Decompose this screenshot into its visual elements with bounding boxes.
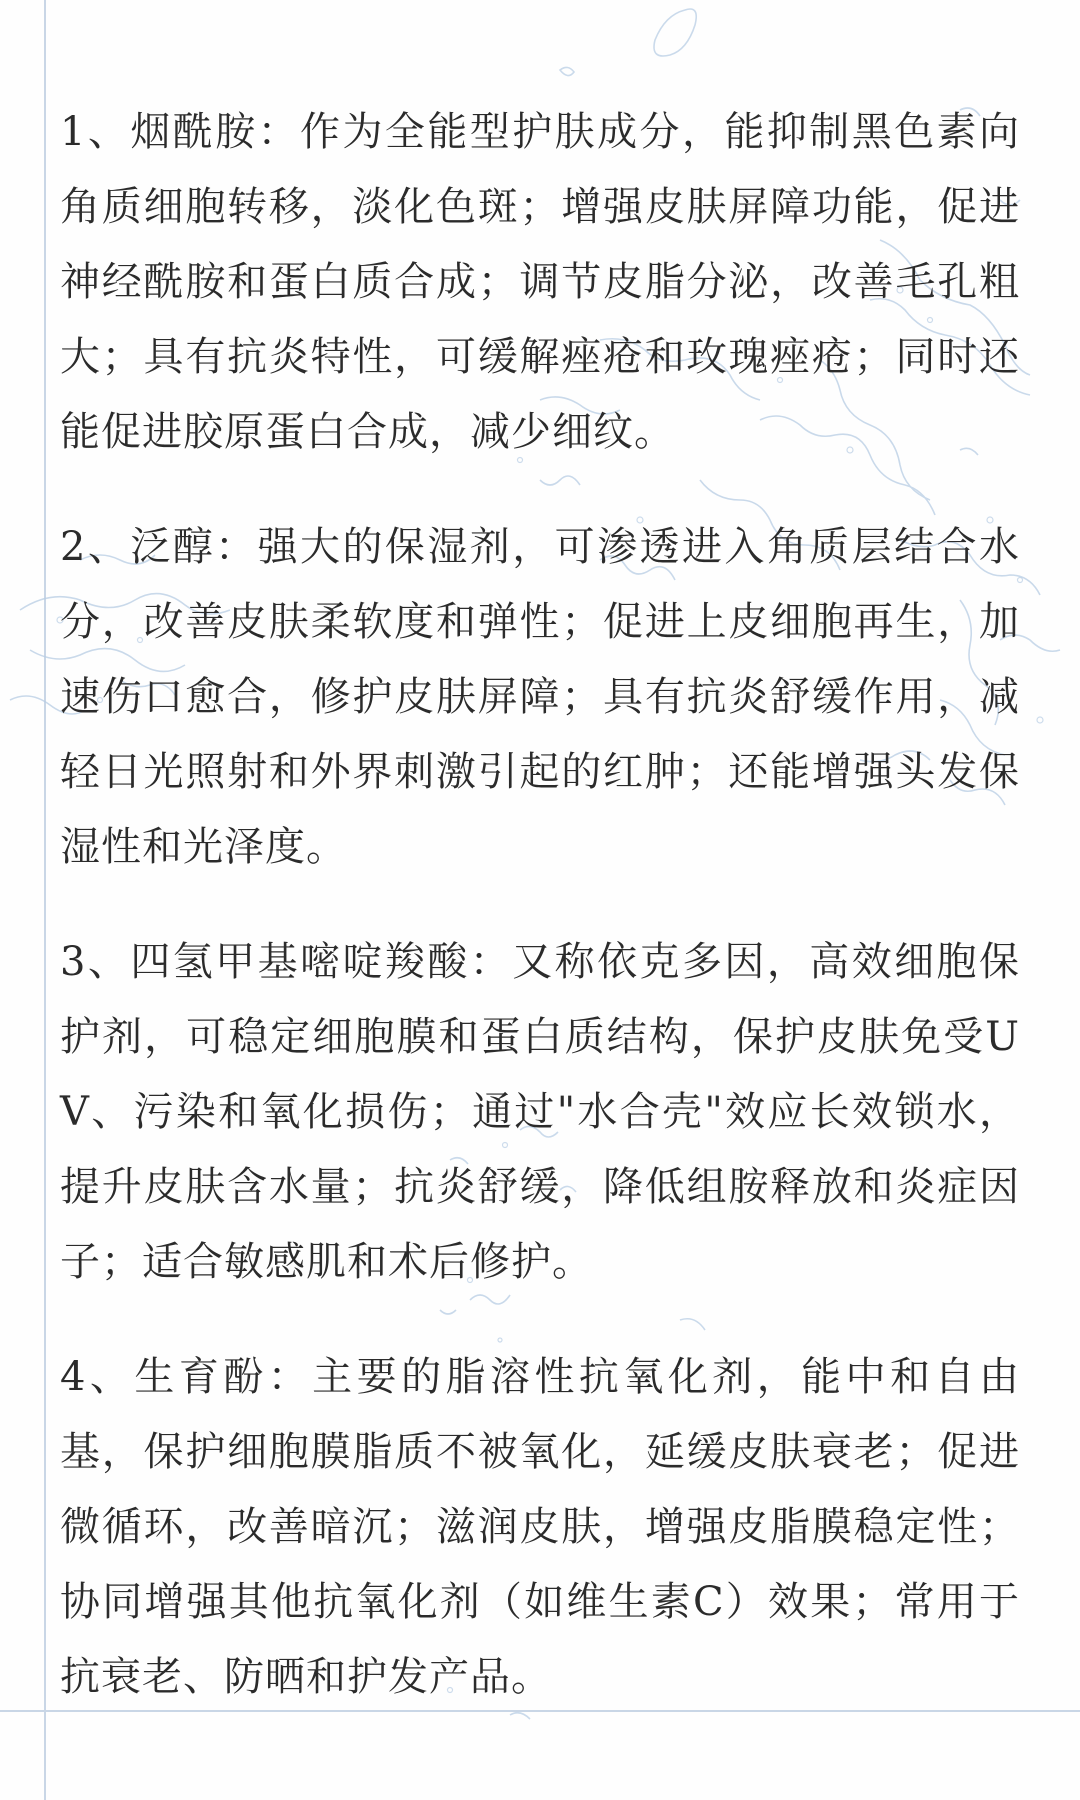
paragraph-ectoin: 3、四氢甲基嘧啶羧酸：又称依克多因，高效细胞保护剂，可稳定细胞膜和蛋白质结构，保护皮肤免受UV、污染和氧化损伤；通过"水合壳"效应长效锁水，提升皮肤含水量；抗炎舒缓，降低组胺释放和炎症因子；适合敏感肌和术后修护。 (60, 939, 1020, 1285)
paragraph-panthenol: 2、泛醇：强大的保湿剂，可渗透进入角质层结合水分，改善皮肤柔软度和弹性；促进上皮细胞再生，加速伤口愈合，修护皮肤屏障；具有抗炎舒缓作用，减轻日光照射和外界刺激引起的红肿；还能增强头发保湿性和光泽度。 (60, 524, 1020, 870)
paragraph-tocopherol: 4、生育酚：主要的脂溶性抗氧化剂，能中和自由基，保护细胞膜脂质不被氧化，延缓皮肤衰老；促进微循环，改善暗沉；滋润皮肤，增强皮脂膜稳定性；协同增强其他抗氧化剂（如维生素C）效果；常用于抗衰老、防晒和护发产品。 (60, 1354, 1020, 1700)
article-body (60, 95, 1020, 1755)
paragraph-niacinamide: 1、烟酰胺：作为全能型护肤成分，能抑制黑色素向角质细胞转移，淡化色斑；增强皮肤屏障功能，促进神经酰胺和蛋白质合成；调节皮脂分泌，改善毛孔粗大；具有抗炎特性，可缓解痤疮和玫瑰痤疮；同时还能促进胶原蛋白合成，减少细纹。 (60, 109, 1020, 455)
margin-rule (44, 0, 46, 1800)
